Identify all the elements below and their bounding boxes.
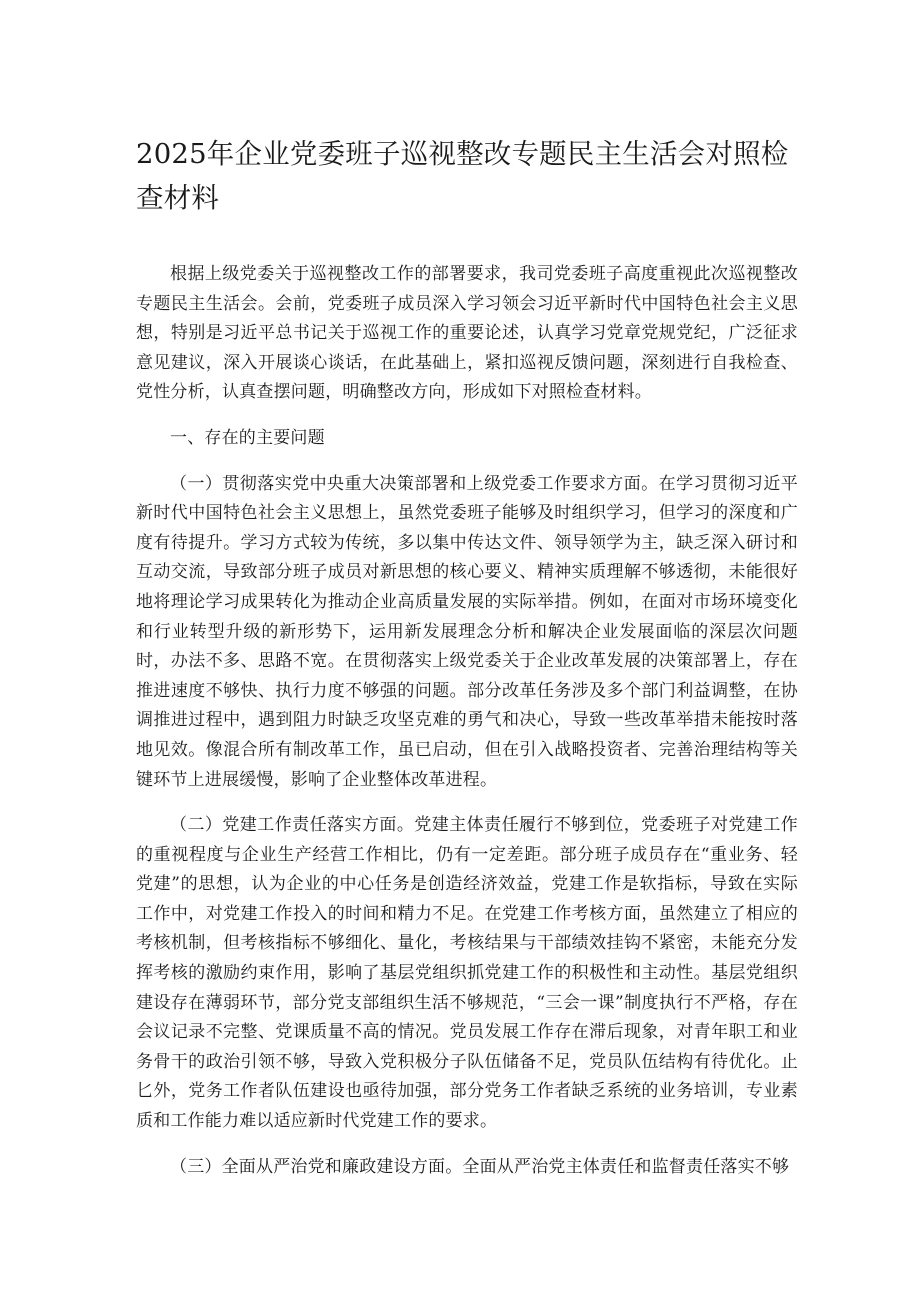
- intro-paragraph: 根据上级党委关于巡视整改工作的部署要求，我司党委班子高度重视此次巡视整改专题民主生活会。会前，党委班子成员深入学习领会习近平新时代中国特色社会主义思想，特别是习近平总书记关于巡视工作的重要论述，认真学习党章党规党纪，广泛征求意见建议，深入开展谈心谈话，在此基础上，紧扣巡视反馈问题，深刻进行自我检查、党性分析，认真查摆问题，明确整改方向，形成如下对照检查材料。: [136, 264, 798, 403]
- section-heading: 一、存在的主要问题: [170, 427, 325, 448]
- body-paragraph-1: （一）贯彻落实党中央重大决策部署和上级党委工作要求方面。在学习贯彻习近平新时代中国特色社会主义思想上，虽然党委班子能够及时组织学习，但学习的深度和广度有待提升。学习方式较为传统，多以集中传达文件、领导领学为主，缺乏深入研讨和互动交流，导致部分班子成员对新思想的核心要义、精神实质理解不够透彻，未能很好地将理论学习成果转化为推动企业高质量发展的实际举措。例如，在面对市场环境变化和行业转型升级的新形势下，运用新发展理念分析和解决企业发展面临的深层次问题时，办法不多、思路不宽。在贯彻落实上级党委关于企业改革发展的决策部署上，存在推进速度不够快、执行力度不够强的问题。部分改革任务涉及多个部门利益调整，在协调推进过程中，遇到阻力时缺乏攻坚克难的勇气和决心，导致一些改革举措未能按时落地见效。像混合所有制改革工作，虽已启动，但在引入战略投资者、完善治理结构等关键环节上进展缓慢，影响了企业整体改革进程。: [136, 473, 798, 790]
- document-title: 2025年企业党委班子巡视整改专题民主生活会对照检查材料: [136, 138, 789, 214]
- body-paragraph-2: （二）党建工作责任落实方面。党建主体责任履行不够到位，党委班子对党建工作的重视程度与企业生产经营工作相比，仍有一定差距。部分班子成员存在“重业务、轻党建”的思想，认为企业的中心任务是创造经济效益，党建工作是软指标，导致在实际工作中，对党建工作投入的时间和精力不足。在党建工作考核方面，虽然建立了相应的考核机制，但考核指标不够细化、量化，考核结果与干部绩效挂钩不紧密，未能充分发挥考核的激励约束作用，影响了基层党组织抓党建工作的积极性和主动性。基层党组织建设存在薄弱环节，部分党支部组织生活不够规范，“三会一课”制度执行不严格，存在会议记录不完整、党课质量不高的情况。党员发展工作存在滞后现象，对青年职工和业务骨干的政治引领不够，导致入党积极分子队伍储备不足，党员队伍结构有待优化。止匕外，党务工作者队伍建设也亟待加强，部分党务工作者缺乏系统的业务培训，专业素质和工作能力难以适应新时代党建工作的要求。: [136, 815, 798, 1132]
- body-paragraph-3: （三）全面从严治党和廉政建设方面。全面从严治党主体责任和监督责任落实不够: [170, 1156, 790, 1177]
